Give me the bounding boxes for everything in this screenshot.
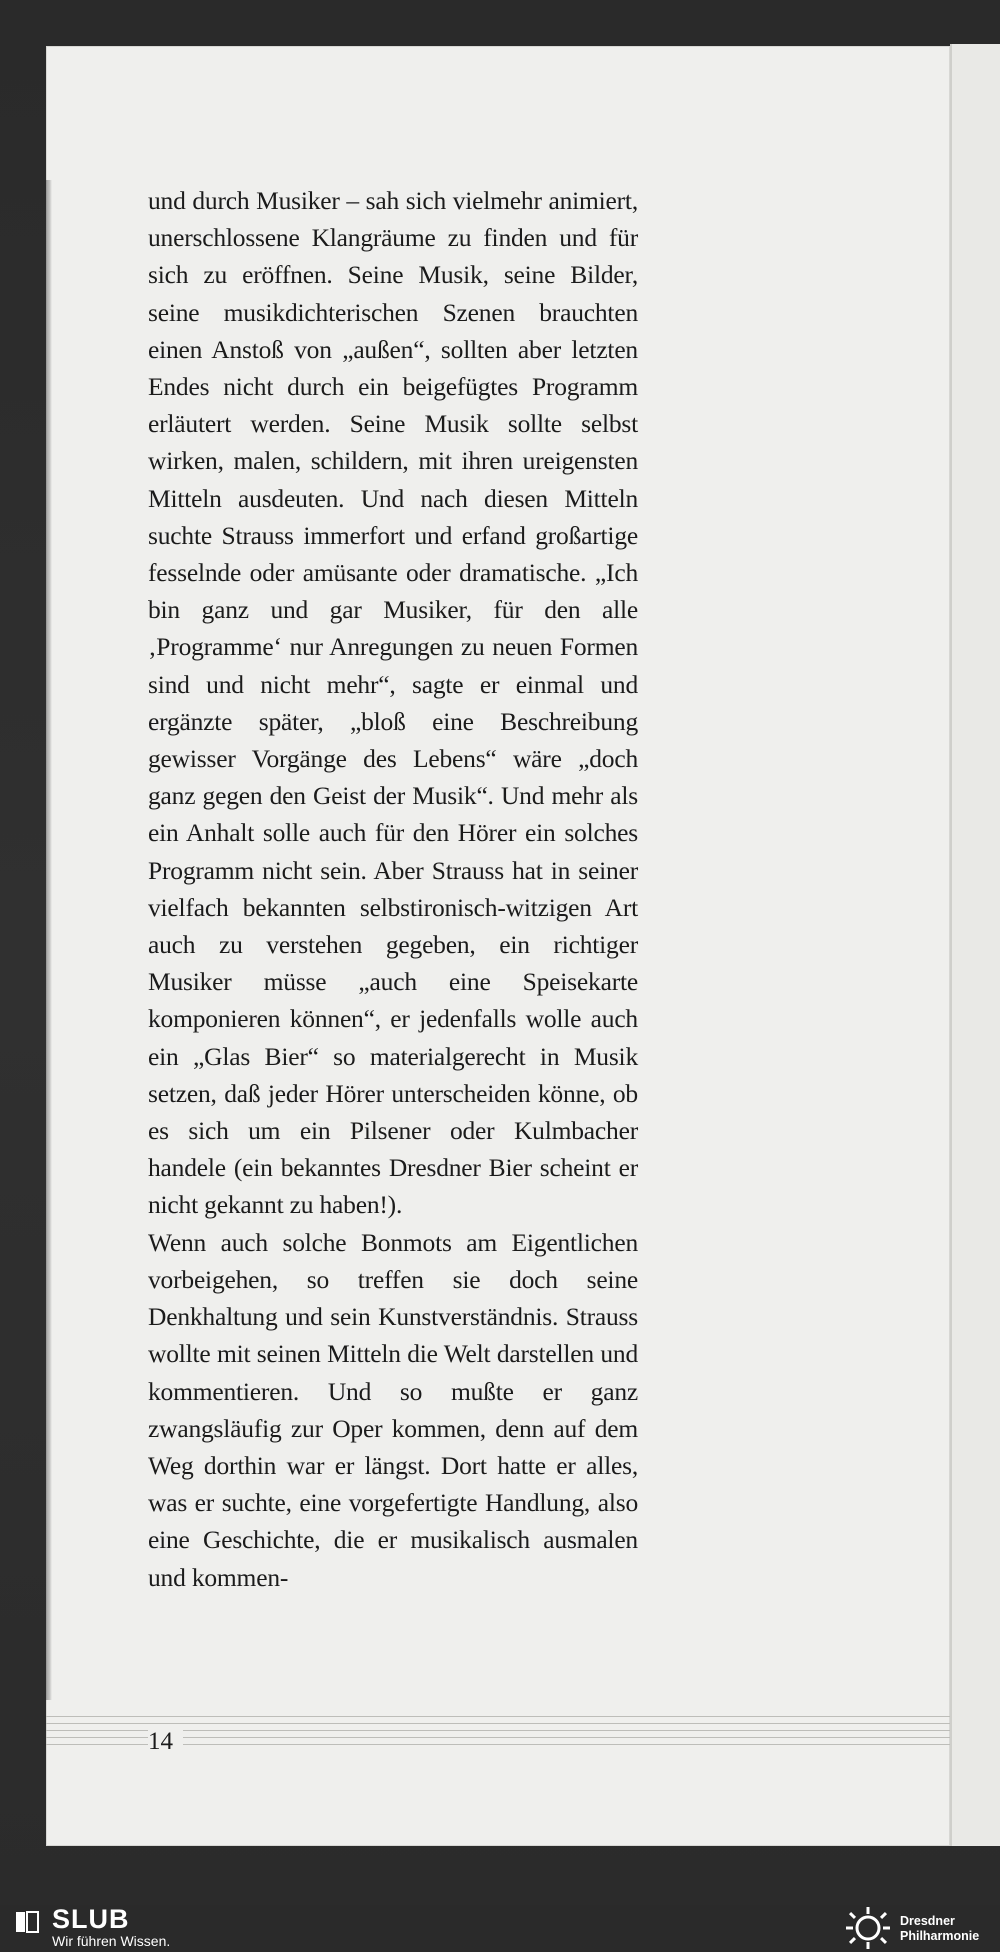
library-logo-text[interactable]: SLUB bbox=[52, 1904, 130, 1934]
philharmonie-line-1: Dresdner bbox=[900, 1914, 955, 1928]
paragraph-2: Wenn auch solche Bonmots am Eigentlichen vorbeigehen, so treffen sie doch seine Denkhaltung und sein Kunstverständnis. Strauss wollte mit seinen Mitteln die Welt darstellen und kommentieren. Und so mußte er ganz zwangsläufig zur Oper kommen, denn auf dem Weg dorthin war er längst. Dort hatte er alles, was er suchte, eine vorgefertigte Handlung, also eine Geschichte, die er musikalisch ausmalen und kommen- bbox=[148, 1227, 638, 1592]
library-tagline: Wir führen Wissen. bbox=[52, 1933, 171, 1949]
page-number: 14 bbox=[148, 1728, 183, 1756]
paragraph-1: und durch Musiker – sah sich vielmehr animiert, unerschlossene Klangräume zu finden und für sich zu eröffnen. Seine Musik, seine Bilder, seine musikdichterischen Szenen brauchten einen Anstoß von „außen“, sollten aber letzten Endes nicht durch ein beigefügtes Programm erläutert werden. Seine Musik sollte selbst wirken, malen, schildern, mit ihren ureigensten Mitteln ausdeuten. Und nach diesen Mitteln suchte Strauss immerfort und erfand großartige fesselnde oder amüsante oder dramatische. „Ich bin ganz und gar Musiker, für den alle ‚Programme‘ nur Anregungen zu neuen Formen sind und nicht mehr“, sagte er einmal und ergänzte später, „bloß eine Beschreibung gewisser Vorgänge des Lebens“ wäre „doch ganz gegen den Geist der Musik“. Und mehr als ein Anhalt solle auch für den Hörer ein solches Programm nicht sein. Aber Strauss hat in seiner vielfach bekannten selbstironisch-witzigen Art auch zu verstehen gegeben, ein richtiger Musiker müsse „auch eine Speisekarte komponieren können“, er jedenfalls wolle auch ein „Glas Bier“ so materialgerecht in Musik setzen, daß jeder Hörer unterscheiden könne, ob es sich um ein Pilsener oder Kulmbacher handele (ein bekanntes Dresdner Bier scheint er nicht gekannt zu haben!). bbox=[148, 186, 638, 1220]
philharmonie-logo-icon[interactable] bbox=[842, 1906, 894, 1950]
philharmonie-logo-text bbox=[900, 1914, 979, 1944]
body-text bbox=[148, 182, 638, 1596]
next-page-edge bbox=[950, 44, 1000, 1846]
book-icon bbox=[14, 1909, 40, 1935]
page-binding-shadow bbox=[46, 180, 52, 1700]
philharmonie-line-2: Philharmonie bbox=[900, 1929, 980, 1943]
